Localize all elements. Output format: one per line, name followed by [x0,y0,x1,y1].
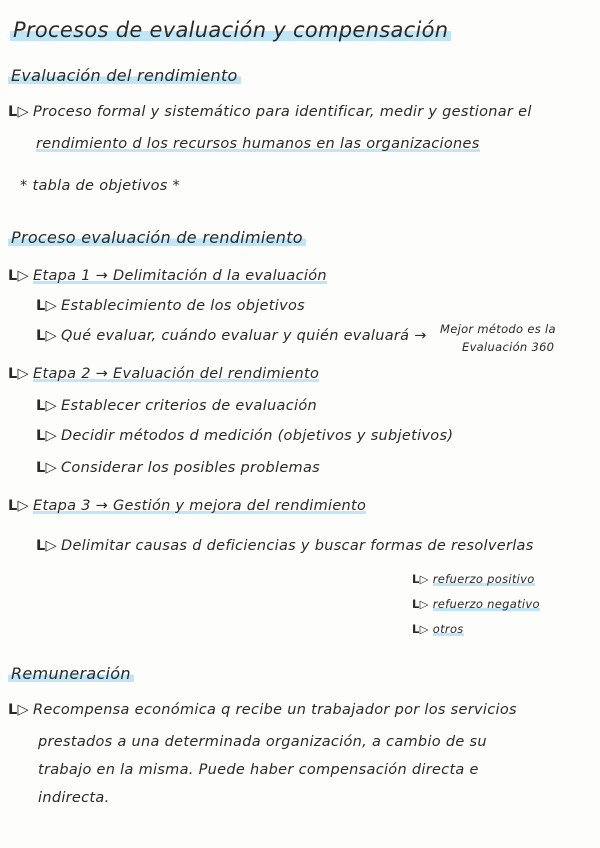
etapa-1-b [36,328,427,344]
s3-line1 [8,702,517,718]
s1-line2-text: rendimiento d los recursos humanos en las organizaciones [36,136,480,152]
etapa-1-note1 [440,322,556,336]
s1-note-text: * tabla de objetivos * [20,178,181,194]
etapa-1-note2 [462,340,554,354]
page-title-text: Procesos de evaluación y compensación [10,18,451,42]
etapa-3 [8,498,366,514]
page-title [10,18,451,42]
arrow-icon: L▷ [36,328,57,344]
arrow-icon: L▷ [36,298,57,314]
s1-line1 [8,104,532,120]
etapa-2 [8,366,319,382]
etapa-1-a [36,298,305,314]
arrow-icon: L▷ [8,498,29,514]
etapa-2-a-text: Establecer criterios de evaluación [61,398,317,414]
etapa-3-a [36,538,534,554]
section-heading-evaluacion [8,66,241,85]
arrow-icon: L▷ [8,268,29,284]
arrow-icon: L▷ [36,428,57,444]
arrow-icon: L▷ [412,597,429,611]
refuerzo-negativo [412,597,540,611]
s1-line2 [36,136,480,152]
arrow-icon: L▷ [412,572,429,586]
etapa-2-b [36,428,453,444]
refuerzo-positivo-text: refuerzo positivo [432,572,535,586]
etapa-1-note2-text: Evaluación 360 [462,340,555,354]
etapa-2-c-text: Considerar los posibles problemas [61,460,321,476]
etapa-1-text: Etapa 1 → Delimitación d la evaluación [33,268,327,284]
otros [412,622,464,636]
section-heading-text: Evaluación del rendimiento [8,66,241,85]
s3-line4-text: indirecta. [38,790,110,806]
arrow-icon: L▷ [8,104,29,120]
arrow-icon: L▷ [412,622,429,636]
s1-note [20,178,180,194]
arrow-icon: L▷ [36,398,57,414]
arrow-icon: L▷ [8,366,29,382]
etapa-2-b-text: Decidir métodos d medición (objetivos y subjetivos) [61,428,454,444]
refuerzo-negativo-text: refuerzo negativo [432,597,540,611]
arrow-icon: L▷ [8,702,29,718]
arrow-icon: L▷ [36,460,57,476]
s1-line1-text: Proceso formal y sistemático para identificar, medir y gestionar el [33,104,532,120]
etapa-2-a [36,398,317,414]
section-heading-text: Remuneración [8,664,134,683]
s3-line2 [38,734,487,750]
etapa-1-a-text: Establecimiento de los objetivos [61,298,306,314]
etapa-2-c [36,460,320,476]
arrow-icon: L▷ [36,538,57,554]
etapa-3-text: Etapa 3 → Gestión y mejora del rendimiento [33,498,367,514]
etapa-2-text: Etapa 2 → Evaluación del rendimiento [33,366,320,382]
etapa-1 [8,268,327,284]
s3-line2-text: prestados a una determinada organización, a cambio de su [38,734,487,750]
s3-line3-text: trabajo en la misma. Puede haber compensación directa e [38,762,479,778]
otros-text: otros [432,622,464,636]
etapa-1-note1-text: Mejor método es la [440,322,556,336]
etapa-1-b-text: Qué evaluar, cuándo evaluar y quién evaluará → [61,328,427,344]
section-heading-remuneracion [8,664,134,683]
s3-line3 [38,762,479,778]
s3-line4 [38,790,110,806]
etapa-3-a-text: Delimitar causas d deficiencias y buscar formas de resolverlas [61,538,534,554]
refuerzo-positivo [412,572,535,586]
section-heading-text: Proceso evaluación de rendimiento [8,228,306,247]
section-heading-proceso [8,228,306,247]
s3-line1-text: Recompensa económica q recibe un trabajador por los servicios [33,702,517,718]
